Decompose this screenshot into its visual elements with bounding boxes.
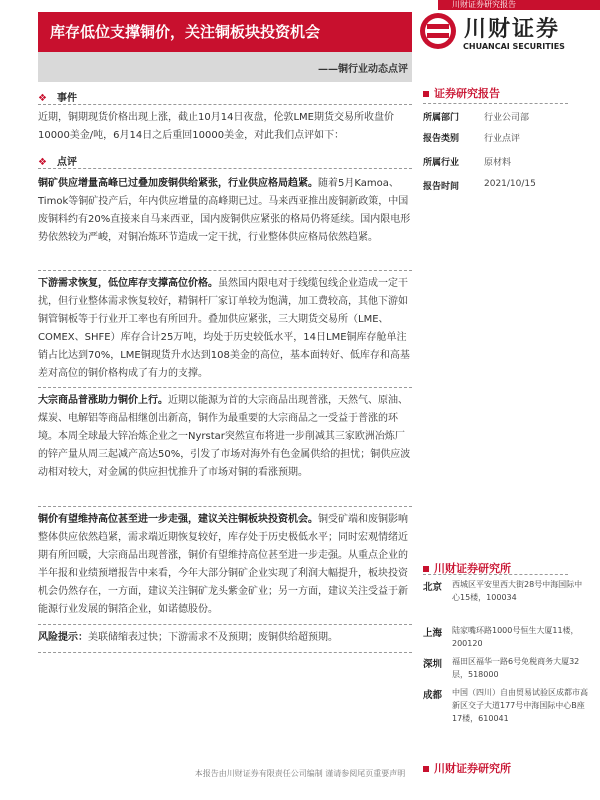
divider <box>38 270 412 271</box>
institute-heading-label: 川财证券研究所 <box>434 562 511 575</box>
report-info-heading-label: 证券研究报告 <box>434 87 500 100</box>
report-title: 库存低位支撑铜价，关注铜板块投资机会 <box>50 23 321 41</box>
meta-value-industry: 原材料 <box>484 158 512 168</box>
event-heading-label: 事件 <box>56 93 77 104</box>
meta-key-category: 报告类别 <box>423 134 460 144</box>
comment-paragraph-3 <box>38 392 412 482</box>
divider <box>423 103 568 104</box>
divider <box>38 104 412 105</box>
divider <box>38 652 412 653</box>
divider <box>38 506 412 507</box>
office-address-beijing: 西城区平安里西大街28号中海国际中心15楼，100034 <box>452 580 583 602</box>
meta-value-department: 行业公司部 <box>484 113 530 123</box>
office-address-chengdu: 中国（四川）自由贸易试验区成都市高新区交子大道177号中海国际中心B座17楼，610041 <box>452 688 588 723</box>
divider <box>423 574 568 575</box>
page-footer: 本报告由川财证券有限责任公司编制 谨请参阅尾页重要声明 <box>194 769 406 778</box>
office-city-shanghai: 上海 <box>423 628 443 639</box>
logo-name-en: CHUANCAI SECURITIES <box>463 42 565 51</box>
chuancai-logo-icon <box>419 12 457 50</box>
top-strip <box>438 0 600 10</box>
comment-paragraph-4 <box>38 511 412 619</box>
risk-lead: 风险提示： <box>38 632 88 643</box>
event-heading <box>38 89 77 104</box>
risk-body: 美联储缩表过快；下游需求不及预期；废铜供给超预期。 <box>88 632 338 643</box>
red-square-icon <box>423 91 429 97</box>
comment-heading <box>38 153 77 168</box>
report-info-heading <box>423 85 500 101</box>
divider <box>38 387 412 388</box>
divider <box>38 624 412 625</box>
title-bar <box>38 12 412 52</box>
office-city-chengdu: 成都 <box>423 690 443 701</box>
diamond-bullet-icon: ❖ <box>38 93 47 104</box>
top-strip-label: 川财证券研究报告 <box>452 0 516 9</box>
event-paragraph: 近期，铜期现货价格出现上涨，截止10月14日夜盘，伦敦LME期货交易所收盘价10000美金/吨，6月14日之后重回10000美金，对此我们点评如下： <box>38 112 394 141</box>
paragraph-3-body: 近期以能源为首的大宗商品出现普涨，天然气、原油、煤炭、电解铝等商品相继创出新高，铜作为最重要的大宗商品之一受益于普涨的环境。本周全球最大锌冶炼企业之一Nyrstar突然宣布将进一步削减其三家欧洲冶炼厂的锌产量从周三起减产高达50%，引发了市场对海外有色金属供给的担忧；铜供应波动相对较大，对金属的供应担忧推升了市场对铜的看涨预期。 <box>38 395 411 478</box>
paragraph-4-lead: 铜价有望维持高位甚至进一步走强，建议关注铜板块投资机会。 <box>38 514 318 525</box>
comment-heading-label: 点评 <box>56 157 77 168</box>
meta-value-date: 2021/10/15 <box>484 179 536 189</box>
paragraph-2-body: 虽然国内限电对于线缆包线企业造成一定干扰，但行业整体需求恢复较好，精铜杆厂家订单较为饱满，加工费较高，其他下游如铜管铜板等于行业开工率也有所回升。叠加供应紧张，三大期货交易所（LME、COMEX、SHFE）库存合计25万吨，均处于历史较低水平，14日LME铜库存舱单注销占比达到70%，LME铜现货升水达到108美金的高位，基本面转好、低库存和高基差对高位的铜价格构成了有力的支撑。 <box>38 278 410 379</box>
office-address-shanghai: 陆家嘴环路1000号恒生大厦11楼，200120 <box>452 626 579 648</box>
meta-key-date: 报告时间 <box>423 182 460 192</box>
meta-key-industry: 所属行业 <box>423 158 460 168</box>
office-city-shenzhen: 深圳 <box>423 659 443 670</box>
paragraph-2-lead: 下游需求恢复，低位库存支撑高位价格。 <box>38 278 218 289</box>
risk-note <box>38 629 412 647</box>
contact-heading-label: 川财证券研究所 <box>434 762 511 775</box>
meta-key-department: 所属部门 <box>423 113 460 123</box>
comment-paragraph-2 <box>38 275 412 383</box>
paragraph-1-body: 随着5月Kamoa、Timok等铜矿投产后，年内供应增量的高峰期已过。马来西亚推出废铜新政策，中国废铜料约有20%直接来自马来西亚，国内废铜供应紧张的格局仍将延续。国内限电形势依然较为严峻，对铜冶炼环节造成一定干扰，行业整体供应格局依然趋紧。 <box>38 178 411 243</box>
comment-paragraph-1 <box>38 175 412 247</box>
office-address-shenzhen: 福田区福华一路6号免税商务大厦32层，518000 <box>452 657 580 679</box>
logo-name-cn: 川财证券 <box>464 17 561 42</box>
divider <box>38 168 412 169</box>
office-city-beijing: 北京 <box>423 582 443 593</box>
subtitle-bar <box>38 52 412 82</box>
report-subtitle: ——铜行业动态点评 <box>318 64 408 75</box>
red-square-icon <box>423 566 429 572</box>
diamond-bullet-icon: ❖ <box>38 157 47 168</box>
paragraph-3-lead: 大宗商品普涨助力铜价上行。 <box>38 395 168 406</box>
paragraph-4-body: 铜受矿端和废铜影响整体供应依然趋紧，需求端近期恢复较好，库存处于历史极低水平；同时宏观情绪近期有所回暖，大宗商品出现普涨，铜价有望维持高位甚至进一步走强。从重点企业的半年报和业绩预增报告中来看，今年大部分铜矿企业实现了利润大幅提升，板块投资机会仍然存在，一方面，建议关注铜矿龙头紫金矿业；另一方面，建议关注受益于新能源行业发展的铜箔企业，如诺德股份。 <box>38 514 408 615</box>
paragraph-1-lead: 铜矿供应增量高峰已过叠加废铜供给紧张，行业供应格局趋紧。 <box>38 178 318 189</box>
meta-value-category: 行业点评 <box>484 134 521 144</box>
